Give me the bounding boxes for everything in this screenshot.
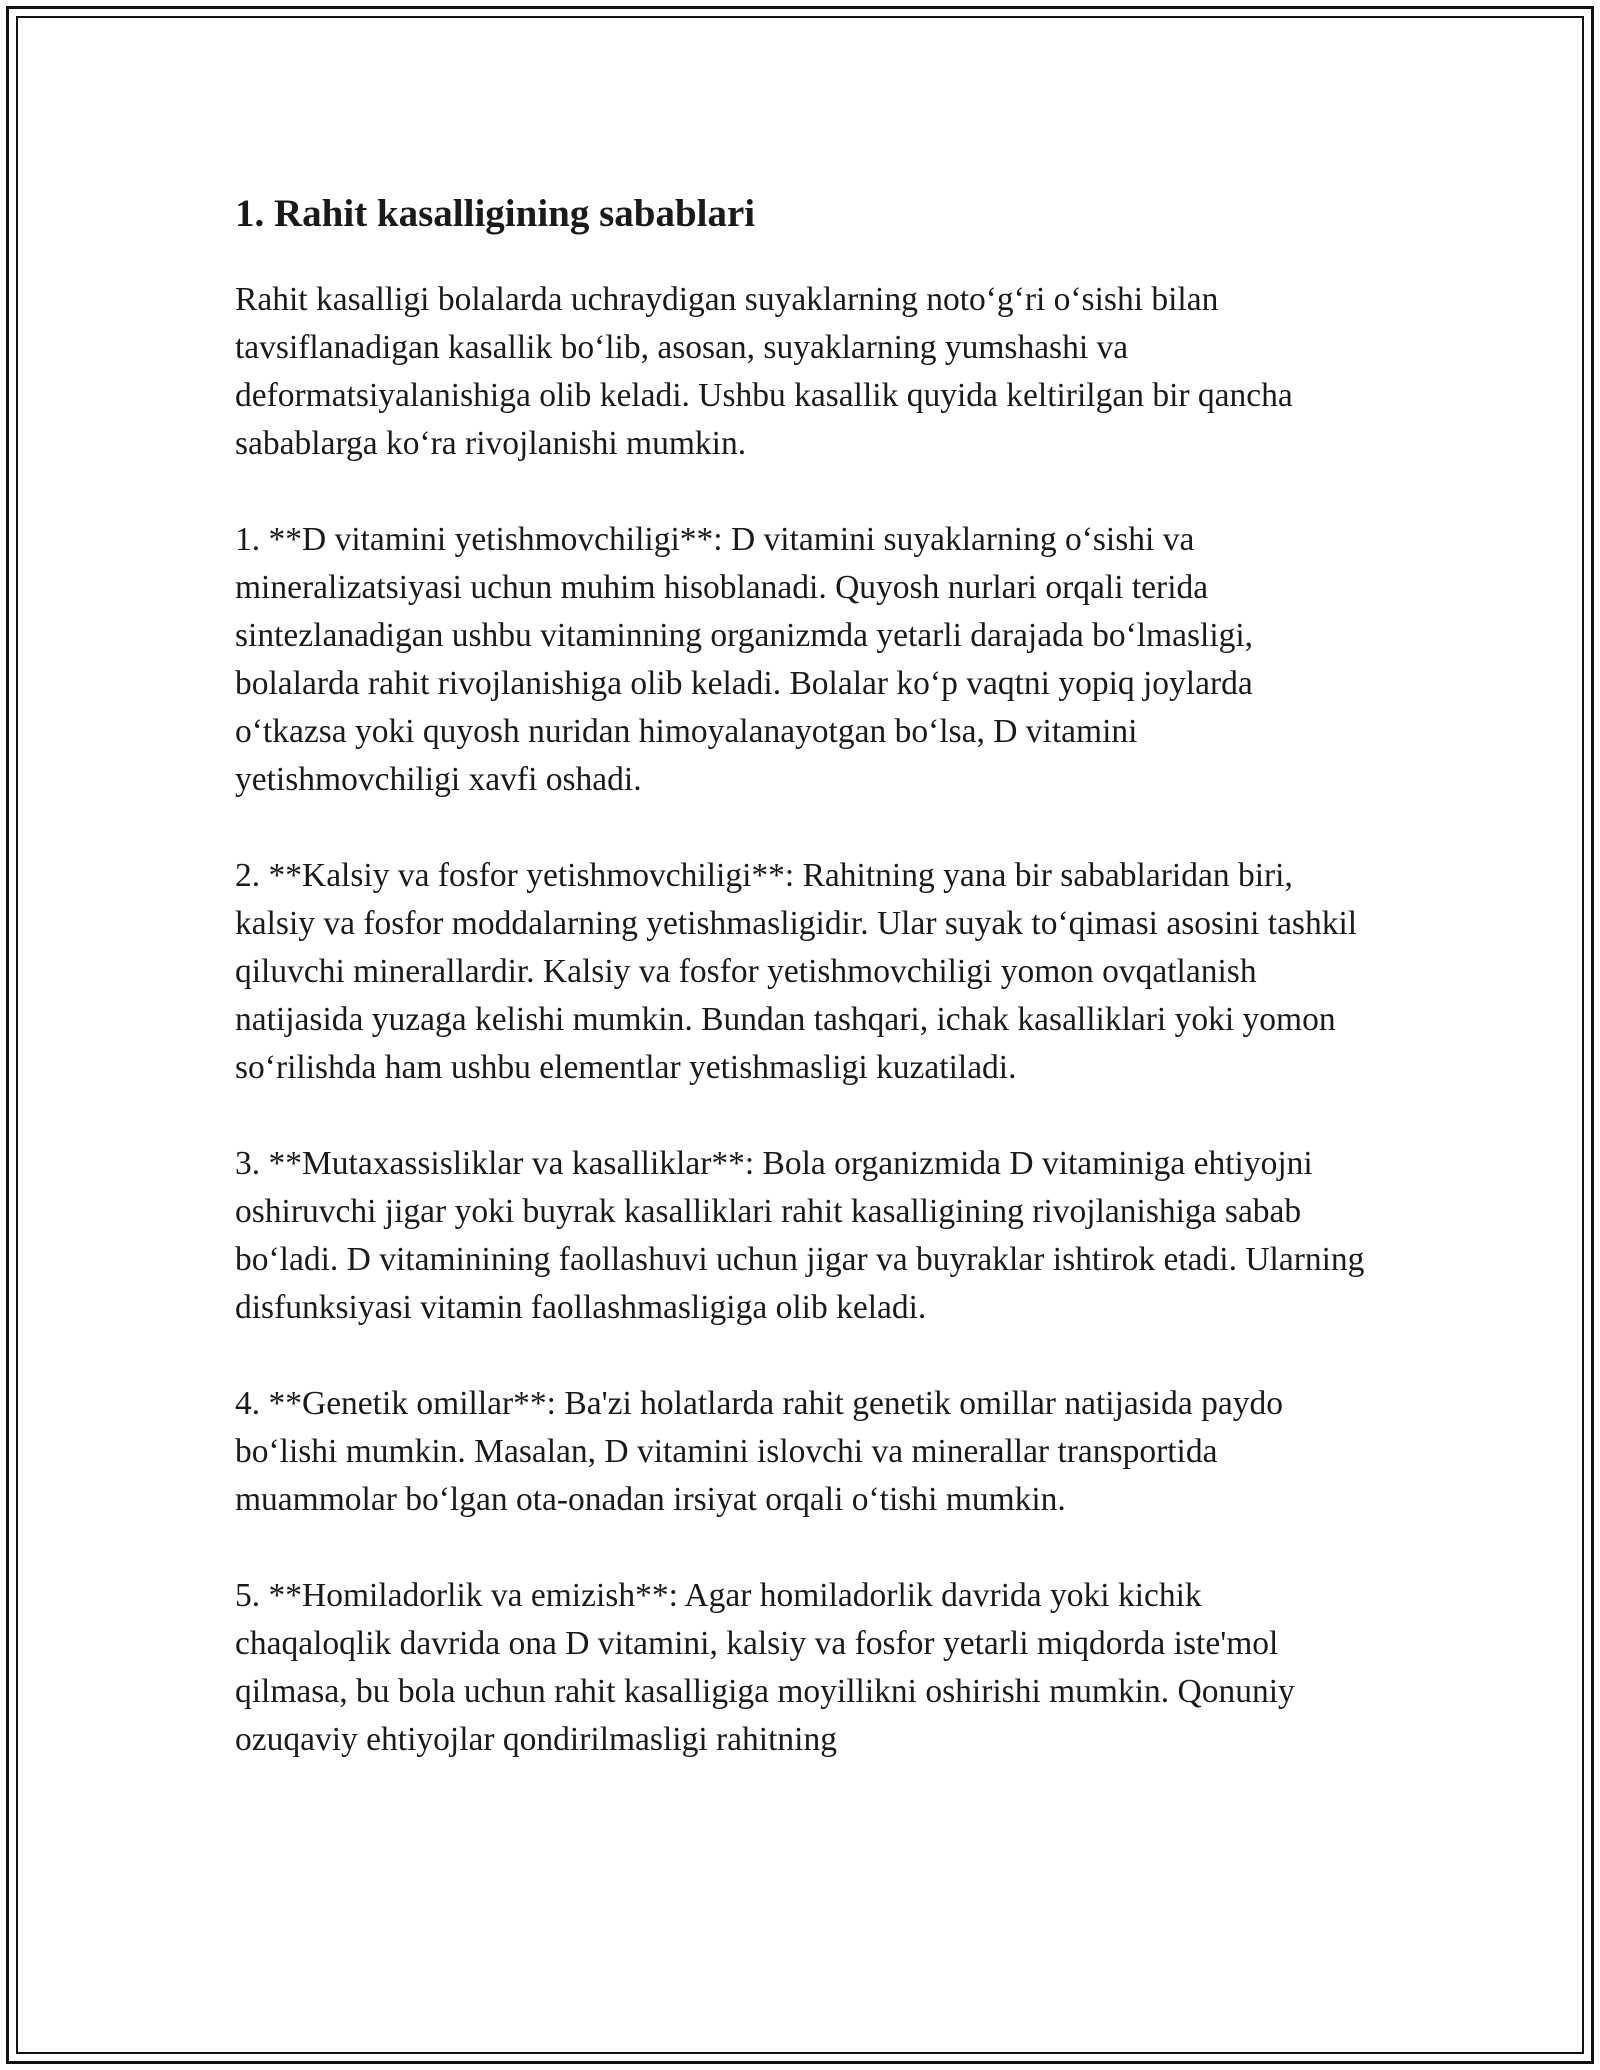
list-item: 1. **D vitamini yetishmovchiligi**: D vitamini suyaklarning o‘sishi va mineralizatsiyasi uchun muhim hisoblanadi. Quyosh nurlari orqali terida sintezlanadigan ushbu vitaminning organizmda yetarli darajada bo‘lmasligi, bolalarda rahit rivojlanishiga olib keladi. Bolalar ko‘p vaqtni yopiq joylarda o‘tkazsa yoki quyosh nuridan himoyalanayotgan bo‘lsa, D vitamini yetishmovchiligi xavfi oshadi. xyxy=(235,521,1254,798)
section-heading: 1. Rahit kasalligining sabablari xyxy=(235,192,756,235)
document-body xyxy=(235,186,1365,1812)
list-item: 4. **Genetik omillar**: Ba'zi holatlarda rahit genetik omillar natijasida paydo bo‘lishi mumkin. Masalan, D vitamini islovchi va minerallar transportida muammolar bo‘lgan ota-onadan irsiyat orqali o‘tishi mumkin. xyxy=(235,1385,1283,1518)
list-item: 2. **Kalsiy va fosfor yetishmovchiligi**: Rahitning yana bir sabablaridan biri, kalsiy va fosfor moddalarning yetishmasligidir. Ular suyak to‘qimasi asosini tashkil qiluvchi minerallardir. Kalsiy va fosfor yetishmovchiligi yomon ovqatlanish natijasida yuzaga kelishi mumkin. Bundan tashqari, ichak kasalliklari yoki yomon so‘rilishda ham ushbu elementlar yetishmasligi kuzatiladi. xyxy=(235,857,1358,1086)
intro-paragraph: Rahit kasalligi bolalarda uchraydigan suyaklarning noto‘g‘ri o‘sishi bilan tavsiflanadigan kasallik bo‘lib, asosan, suyaklarning yumshashi va deformatsiyalanishiga olib keladi. Ushbu kasallik quyida keltirilgan bir qancha sabablarga ko‘ra rivojlanishi mumkin. xyxy=(235,281,1293,462)
list-item: 5. **Homiladorlik va emizish**: Agar homiladorlik davrida yoki kichik chaqaloqlik davrida ona D vitamini, kalsiy va fosfor yetarli miqdorda iste'mol qilmasa, bu bola uchun rahit kasalligiga moyillikni oshirishi mumkin. Qonuniy ozuqaviy ehtiyojlar qondirilmasligi rahitning xyxy=(235,1577,1295,1758)
list-item: 3. **Mutaxassisliklar va kasalliklar**: Bola organizmida D vitaminiga ehtiyojni oshiruvchi jigar yoki buyrak kasalliklari rahit kasalligining rivojlanishiga sabab bo‘ladi. D vitaminining faollashuvi uchun jigar va buyraklar ishtirok etadi. Ularning disfunksiyasi vitamin faollashmasligiga olib keladi. xyxy=(235,1145,1365,1326)
